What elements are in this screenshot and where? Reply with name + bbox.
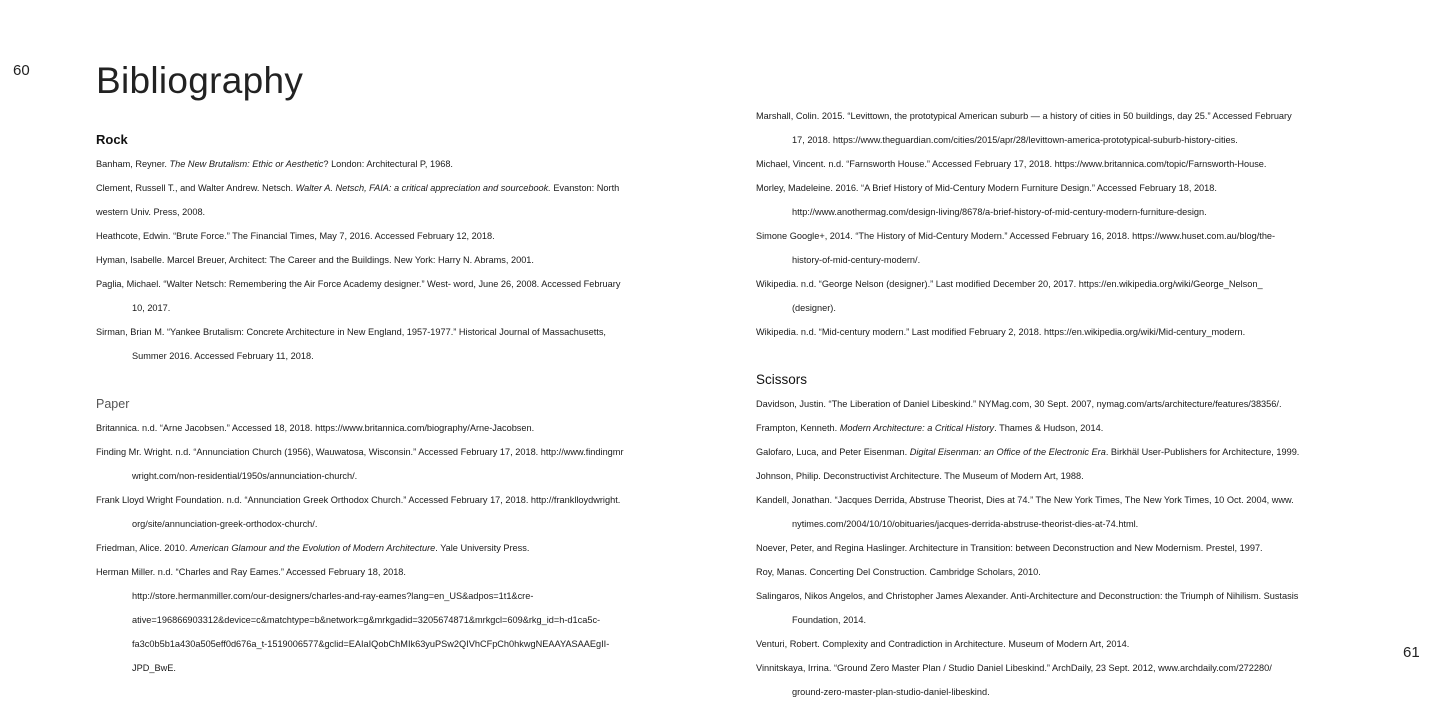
bibliography-entry [756,560,1396,584]
section-spacer [756,344,1396,368]
bibliography-entry [756,656,1396,704]
entry-line [96,584,706,608]
entry-text: Wikipedia. n.d. “Mid-century modern.” Last modified February 2, 2018. https://en.wikipedia.org/wiki/Mid-century_modern. [756,327,1246,337]
bibliography-entry [756,152,1396,176]
entry-text: Friedman, Alice. 2010. [96,543,190,553]
entry-text: org/site/annunciation-greek-orthodox-church/. [132,519,318,529]
page-title: Bibliography [96,60,304,101]
entry-text: Hyman, Isabelle. Marcel Breuer, Architect: The Career and the Buildings. New York: Harry N. Abrams, 2001. [96,255,534,265]
entry-text: ative=196866903312&device=c&matchtype=b&network=g&mrkgadid=3205674871&mrkgcl=609&rkg_id=h-d1ca5c- [132,615,601,625]
entry-text: Evanston: North [550,183,620,193]
section-heading-rock: Rock [96,132,128,147]
bibliography-entry [96,440,706,488]
entry-text: . Birkhäl User-Publishers for Architecture, 1999. [1105,447,1300,457]
entry-line [756,536,1396,560]
entry-text: Frampton, Kenneth. [756,423,840,433]
entry-line [756,392,1396,416]
entry-line [96,656,706,680]
bibliography-entry [756,440,1396,464]
entry-line [756,512,1396,536]
entry-text: Simone Google+, 2014. “The History of Mid-Century Modern.” Accessed February 16, 2018. https://www.huset.com.au/blog/the- [756,231,1276,241]
bibliography-left-column [96,128,706,680]
entry-line [756,296,1396,320]
bibliography-entry [96,248,706,272]
entry-text: Marshall, Colin. 2015. “Levittown, the prototypical American suburb — a history of cities in 50 buildings, day 25.” Accessed February [756,111,1292,121]
bibliography-entry [756,536,1396,560]
bibliography-entry [96,272,706,320]
bibliography-entry [96,560,706,680]
entry-text: Clement, Russell T., and Walter Andrew. Netsch. [96,183,296,193]
page-number-left: 60 [13,62,30,79]
bibliography-entry [756,392,1396,416]
entry-text: Paglia, Michael. “Walter Netsch: Remembering the Air Force Academy designer.” West- word, June 26, 2008. Accessed February [96,279,621,289]
entry-text: Heathcote, Edwin. “Brute Force.” The Financial Times, May 7, 2016. Accessed February 12, 2018. [96,231,495,241]
entry-text: 17, 2018. https://www.theguardian.com/cities/2015/apr/28/levittown-america-prototypical-suburb-history-cities. [792,135,1238,145]
entry-line [96,152,706,176]
entry-text: Herman Miller. n.d. “Charles and Ray Eames.” Accessed February 18, 2018. [96,567,406,577]
entry-line [756,560,1396,584]
entry-text: JPD_BwE. [132,663,176,673]
entry-line [96,632,706,656]
bibliography-entry [96,224,706,248]
bibliography-entry [756,320,1396,344]
entry-line [96,608,706,632]
entry-line [96,344,706,368]
entry-line [756,272,1396,296]
bibliography-right-column [756,104,1396,704]
entry-text: Davidson, Justin. “The Liberation of Daniel Libeskind.” NYMag.com, 30 Sept. 2007, nymag.com/arts/architecture/features/38356/. [756,399,1282,409]
entry-line [96,536,706,560]
bibliography-entry [756,632,1396,656]
section-spacer [96,368,706,392]
entry-title-italic: Walter A. Netsch, FAIA: a critical appreciation and sourcebook. [295,183,551,193]
bibliography-entry [96,536,706,560]
bibliography-entry [756,416,1396,440]
entry-text: Sirman, Brian M. “Yankee Brutalism: Concrete Architecture in New England, 1957-1977.” Historical Journal of Massachusetts, [96,327,606,337]
entry-text: ? London: Architectural P, 1968. [323,159,453,169]
entry-line [96,464,706,488]
entry-line [96,440,706,464]
entry-text: ground-zero-master-plan-studio-daniel-libeskind. [792,687,990,697]
section-heading-scissors: Scissors [756,372,808,387]
entry-title-italic: Modern Architecture: a Critical History [839,423,995,433]
entry-text: Galofaro, Luca, and Peter Eisenman. [756,447,910,457]
bibliography-entry [96,416,706,440]
entry-line [756,440,1396,464]
entry-line [96,200,706,224]
entry-text: Johnson, Philip. Deconstructivist Architecture. The Museum of Modern Art, 1988. [756,471,1084,481]
bibliography-entry [96,320,706,368]
entry-text: Summer 2016. Accessed February 11, 2018. [132,351,314,361]
entry-line [756,104,1396,128]
entry-text: western Univ. Press, 2008. [96,207,206,217]
entry-text: wright.com/non-residential/1950s/annunciation-church/. [132,471,358,481]
entry-text: Venturi, Robert. Complexity and Contradiction in Architecture. Museum of Modern Art, 2014. [756,639,1130,649]
entry-text: . Thames & Hudson, 2014. [994,423,1104,433]
entry-text: Roy, Manas. Concerting Del Construction. Cambridge Scholars, 2010. [756,567,1041,577]
entry-line [96,560,706,584]
entry-line [756,416,1396,440]
entry-line [756,176,1396,200]
bibliography-entry [756,104,1396,152]
entry-line [756,656,1396,680]
entry-line [96,488,706,512]
entry-line [96,320,706,344]
entry-title-italic: The New Brutalism: Ethic or Aesthetic [169,159,324,169]
entry-text: http://store.hermanmiller.com/our-designers/charles-and-ray-eames?lang=en_US&adpos=1t1&cre- [132,591,534,601]
entry-line [96,296,706,320]
bibliography-entry [96,176,706,224]
entry-line [96,512,706,536]
entry-text: Wikipedia. n.d. “George Nelson (designer).” Last modified December 20, 2017. https://en.wikipedia.org/wiki/George_Nelson_ [756,279,1263,289]
entry-line [756,464,1396,488]
entry-line [96,248,706,272]
bibliography-entry [756,584,1396,632]
entry-line [756,608,1396,632]
entry-text: (designer). [792,303,836,313]
section-heading-paper: Paper [96,397,130,411]
bibliography-entry [756,272,1396,320]
bibliography-entry [756,176,1396,224]
entry-text: nytimes.com/2004/10/10/obituaries/jacques-derrida-abstruse-theorist-dies-at-74.html. [792,519,1139,529]
entry-line [756,680,1396,704]
bibliography-entry [96,488,706,536]
entry-line [756,200,1396,224]
entry-line [756,224,1396,248]
entry-text: Banham, Reyner. [96,159,170,169]
entry-text: fa3c0b5b1a430a505eff0d676a_t-1519006577&gclid=EAIaIQobChMIk63yuPSw2QIVhCFpCh0hkwgNEAAYASAAEgII- [132,639,610,649]
entry-line [756,488,1396,512]
entry-title-italic: American Glamour and the Evolution of Modern Architecture [189,543,436,553]
bibliography-entry [96,152,706,176]
entry-text: Michael, Vincent. n.d. “Farnsworth House.” Accessed February 17, 2018. https://www.britannica.com/topic/Farnsworth-House. [756,159,1267,169]
entry-text: 10, 2017. [132,303,171,313]
bibliography-entry [756,224,1396,272]
entry-line [756,152,1396,176]
entry-line [756,128,1396,152]
entry-line [756,248,1396,272]
entry-line [96,176,706,200]
bibliography-entry [756,488,1396,536]
entry-text: Finding Mr. Wright. n.d. “Annunciation Church (1956), Wauwatosa, Wisconsin.” Accessed February 17, 2018. http://www.findingmr [96,447,624,457]
entry-text: . Yale University Press. [435,543,530,553]
entry-line [96,272,706,296]
entry-title-italic: Digital Eisenman: an Office of the Electronic Era [909,447,1106,457]
entry-line [756,584,1396,608]
entry-line [756,320,1396,344]
entry-text: Frank Lloyd Wright Foundation. n.d. “Annunciation Greek Orthodox Church.” Accessed February 17, 2018. http://franklloydwright. [96,495,621,505]
entry-text: Morley, Madeleine. 2016. “A Brief History of Mid-Century Modern Furniture Design.” Accessed February 18, 2018. [756,183,1217,193]
entry-text: Kandell, Jonathan. “Jacques Derrida, Abstruse Theorist, Dies at 74.” The New York Times, The New York Times, 10 Oct. 2004, www. [756,495,1294,505]
entry-text: Noever, Peter, and Regina Haslinger. Architecture in Transition: between Deconstruction and New Modernism. Prestel, 1997. [756,543,1263,553]
entry-text: Salingaros, Nikos Angelos, and Christopher James Alexander. Anti-Architecture and Deconstruction: the Triumph of Nihilism. Sustasis [756,591,1299,601]
entry-text: Foundation, 2014. [792,615,867,625]
entry-text: Vinnitskaya, Irrina. “Ground Zero Master Plan / Studio Daniel Libeskind.” ArchDaily, 23 Sept. 2012, www.archdaily.com/272280/ [756,663,1272,673]
page-number-right: 61 [1403,644,1420,661]
entry-text: history-of-mid-century-modern/. [792,255,921,265]
entry-text: http://www.anothermag.com/design-living/8678/a-brief-history-of-mid-century-modern-furniture-design. [792,207,1207,217]
bibliography-entry [756,464,1396,488]
entry-line [96,224,706,248]
entry-line [756,632,1396,656]
entry-line [96,416,706,440]
entry-text: Britannica. n.d. “Arne Jacobsen.” Accessed 18, 2018. https://www.britannica.com/biography/Arne-Jacobsen. [96,423,535,433]
